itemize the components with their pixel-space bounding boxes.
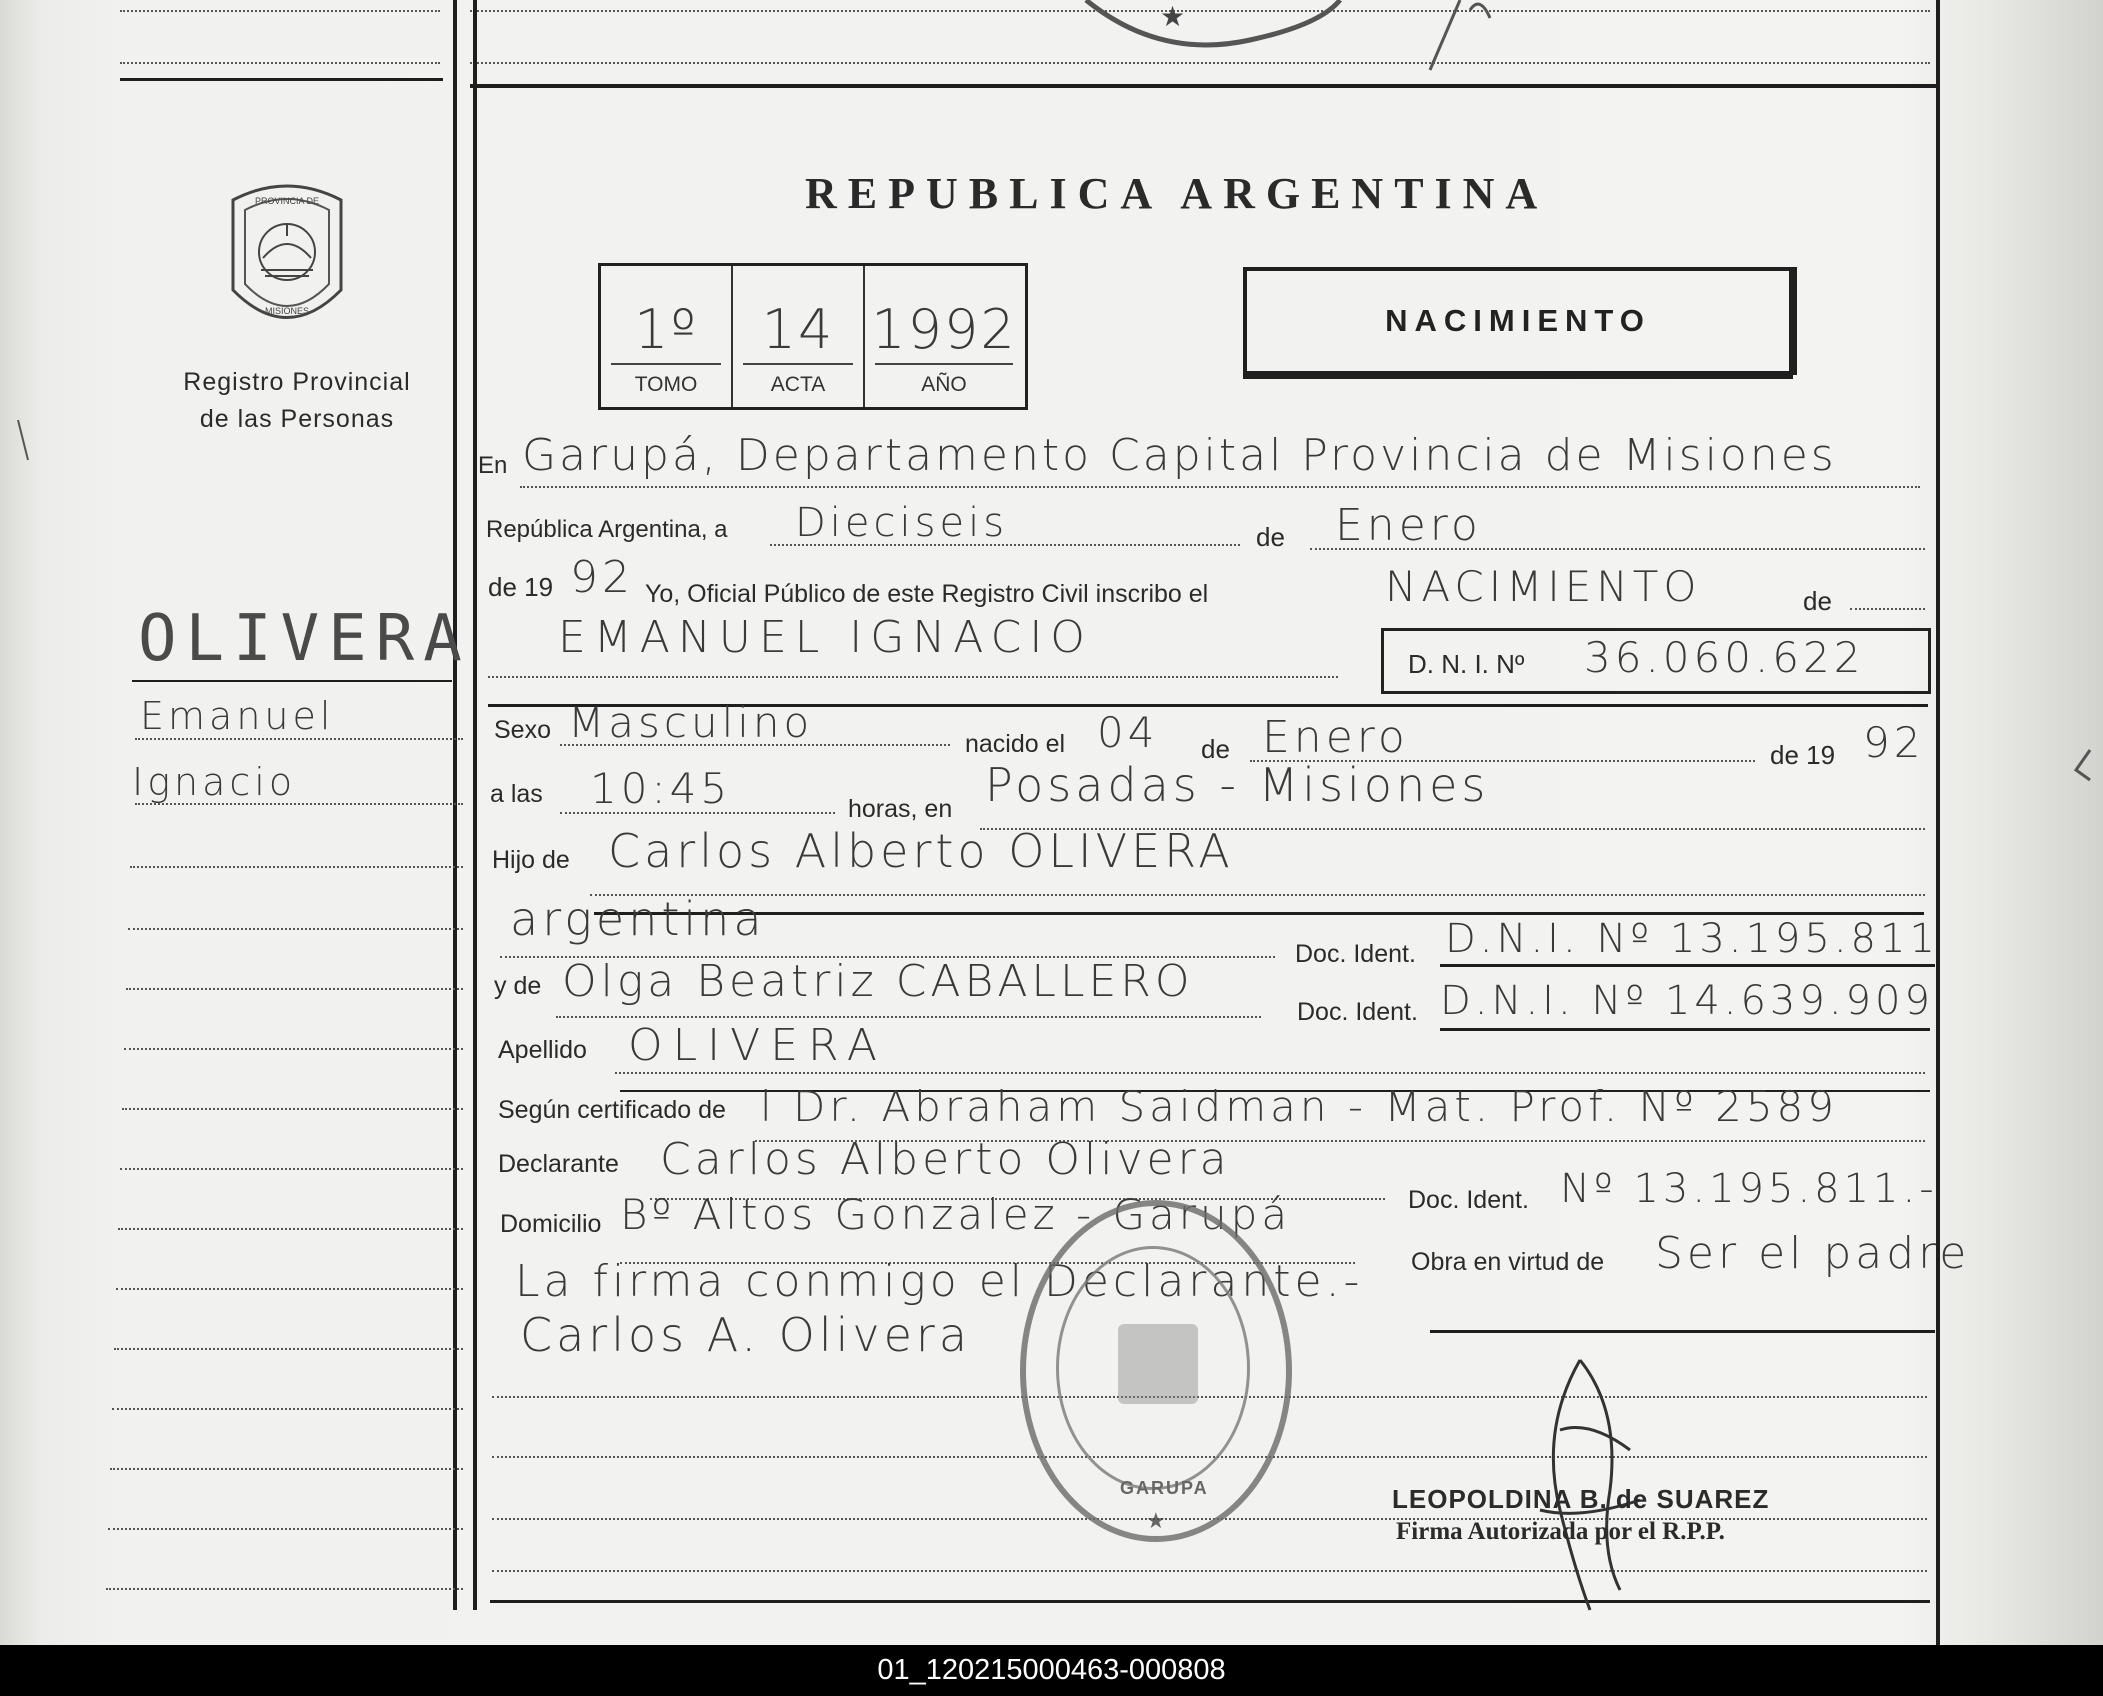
certificado-value: l Dr. Abraham Saidman - Mat. Prof. Nº 2589 (760, 1082, 1838, 1131)
row-dotted (1850, 608, 1925, 610)
record-number-box (598, 263, 1028, 410)
left-top-rule (120, 78, 443, 81)
declarante-label: Declarante (498, 1150, 619, 1178)
doc1-rule (1440, 964, 1935, 967)
margin-surname-rule (132, 680, 452, 682)
born-month: Enero (1262, 712, 1409, 763)
padre-value: Carlos Alberto OLIVERA (608, 824, 1234, 878)
dni-label: D. N. I. Nº (1408, 649, 1525, 679)
lugar-value: Posadas - Misiones (985, 758, 1490, 812)
row-dotted (556, 1016, 1261, 1018)
horas-label: horas, en (848, 795, 953, 823)
yde-label: y de (494, 972, 542, 1000)
page-title: REPUBLICA ARGENTINA (805, 169, 1549, 218)
nota-line1: La firma conmigo el Declarante.- (515, 1256, 1364, 1307)
seal-top-text: PROVINCIA DE (254, 196, 320, 206)
padre-rule (594, 912, 1924, 915)
form-right-border (1936, 0, 1940, 1645)
yo-text: Yo, Oficial Público de este Registro Civil inscribo el (645, 580, 1209, 608)
margin-given-name-1: Emanuel (140, 694, 335, 738)
row-dotted (590, 894, 1925, 896)
svg-text:★: ★ (1160, 1, 1186, 32)
born-year: 92 (1863, 718, 1925, 767)
row-dotted (560, 812, 835, 814)
acta-cell (733, 266, 865, 407)
doc3-value: Nº 13.195.811.- (1560, 1166, 1938, 1212)
registry-name-line2: de las Personas (199, 405, 395, 433)
row-dotted (615, 1072, 1925, 1074)
dni-box (1381, 628, 1931, 694)
dni-value: 36.060.622 (1584, 633, 1865, 682)
record-type-label: NACIMIENTO (1385, 303, 1651, 338)
signer-role: Firma Autorizada por el R.P.P. (1396, 1518, 1725, 1545)
obra-value: Ser el padre (1655, 1228, 1971, 1279)
record-type-box (1243, 267, 1793, 375)
left-dotted (120, 1168, 463, 1170)
anio-cell (865, 266, 1023, 407)
domicilio-label: Domicilio (500, 1210, 602, 1238)
cell-underline (743, 363, 853, 365)
margin-surname: OLIVERA (138, 602, 471, 676)
segun-label: Según certificado de (498, 1096, 726, 1124)
signer-name: LEOPOLDINA B. de SUAREZ (1392, 1484, 1770, 1514)
doc2-label: Doc. Ident. (1297, 998, 1418, 1026)
day-value: Dieciseis (795, 500, 1009, 546)
doc1-value: D.N.I. Nº 13.195.811 (1445, 916, 1939, 962)
left-dotted (126, 988, 463, 990)
sexo-label: Sexo (494, 716, 551, 744)
hora-value: 10:45 (590, 764, 732, 813)
margin-given-name-2: Ignacio (132, 760, 297, 804)
left-dotted (114, 1348, 463, 1350)
left-dotted (118, 1228, 463, 1230)
obra-label: Obra en virtud de (1411, 1248, 1605, 1276)
nota-rule (1430, 1330, 1935, 1333)
de-label-2: de (1803, 586, 1832, 616)
left-dotted (106, 1588, 463, 1590)
left-dotted (128, 928, 463, 930)
stamp-text: GARUPA (1120, 1478, 1209, 1498)
doc3-label: Doc. Ident. (1408, 1186, 1529, 1214)
stamp-star-icon: ★ (1146, 1508, 1166, 1533)
born-day: 04 (1097, 708, 1159, 757)
form-top-rule (470, 84, 1938, 88)
nacido-label: nacido el (965, 730, 1066, 758)
page-edge-mark (14, 420, 34, 480)
doc2-rule (1440, 1028, 1930, 1031)
stamp-blot (1118, 1324, 1198, 1404)
madre-value: Olga Beatriz CABALLERO (562, 956, 1194, 1007)
registry-name-line1: Registro Provincial (183, 368, 411, 396)
misiones-seal-icon (223, 180, 351, 340)
left-dotted (112, 1408, 463, 1410)
doc1-label: Doc. Ident. (1295, 940, 1416, 968)
row-dotted (488, 676, 1338, 678)
tomo-label: TOMO (634, 373, 698, 396)
form-left-border (473, 0, 477, 1610)
republica-label: República Argentina, a (486, 516, 728, 543)
left-dotted (135, 738, 463, 740)
tomo-cell (601, 266, 733, 407)
nota-line2: Carlos A. Olivera (520, 1308, 972, 1362)
de-label-3: de (1201, 734, 1230, 764)
name-value: EMANUEL IGNACIO (558, 612, 1093, 663)
en-value: Garupá, Departamento Capital Provincia de Misiones (522, 430, 1837, 481)
bottom-rule (490, 1600, 1930, 1603)
padre-nacionalidad: argentina (510, 892, 766, 946)
domicilio-value: Bº Altos Gonzalez - Garupá (620, 1190, 1292, 1239)
left-dotted (116, 1288, 463, 1290)
row-dotted (1310, 548, 1925, 550)
apellido-value: OLIVERA (628, 1020, 887, 1071)
cell-underline (875, 363, 1013, 365)
alas-label: a las (490, 780, 543, 808)
apellido-label: Apellido (498, 1036, 587, 1064)
official-stamp (1020, 1200, 1292, 1542)
row-dotted (520, 486, 1920, 488)
acta-label: ACTA (770, 373, 826, 396)
left-column-border (453, 0, 457, 1610)
en-label: En (478, 452, 508, 479)
year-value: 92 (570, 552, 634, 603)
month-value: Enero (1335, 500, 1482, 551)
row-dotted (492, 1570, 1927, 1572)
de-label: de (1256, 522, 1285, 552)
left-dotted (135, 803, 463, 805)
tomo-value: 1º (634, 298, 698, 361)
de19-label: de 19 (488, 572, 554, 602)
top-dotted-left (120, 10, 440, 12)
row-dotted (770, 544, 1240, 546)
partial-stamp-top (1080, 0, 1500, 80)
image-filename-caption: 01_120215000463-000808 (0, 1645, 2103, 1696)
left-dotted (130, 866, 463, 868)
cell-underline (611, 363, 721, 365)
declarante-value: Carlos Alberto Olivera (660, 1134, 1231, 1185)
left-dotted (122, 1108, 463, 1110)
de19-label-2: de 19 (1770, 740, 1836, 770)
sexo-value: Masculino (568, 698, 814, 747)
hijo-label: Hijo de (492, 846, 570, 874)
top-dotted-left-2 (120, 62, 440, 64)
left-dotted (108, 1528, 463, 1530)
anio-label: AÑO (921, 373, 967, 396)
page-edge-mark (2070, 740, 2100, 790)
doc2-value: D.N.I. Nº 14.639.909 (1440, 978, 1934, 1024)
left-dotted (110, 1468, 463, 1470)
row-dotted (560, 744, 950, 746)
acta-value: 14 (761, 298, 835, 361)
seal-bottom-text: MISIONES (264, 306, 310, 316)
left-dotted (124, 1048, 463, 1050)
inscribo-value: NACIMIENTO (1385, 562, 1702, 611)
anio-value: 1992 (871, 298, 1017, 361)
